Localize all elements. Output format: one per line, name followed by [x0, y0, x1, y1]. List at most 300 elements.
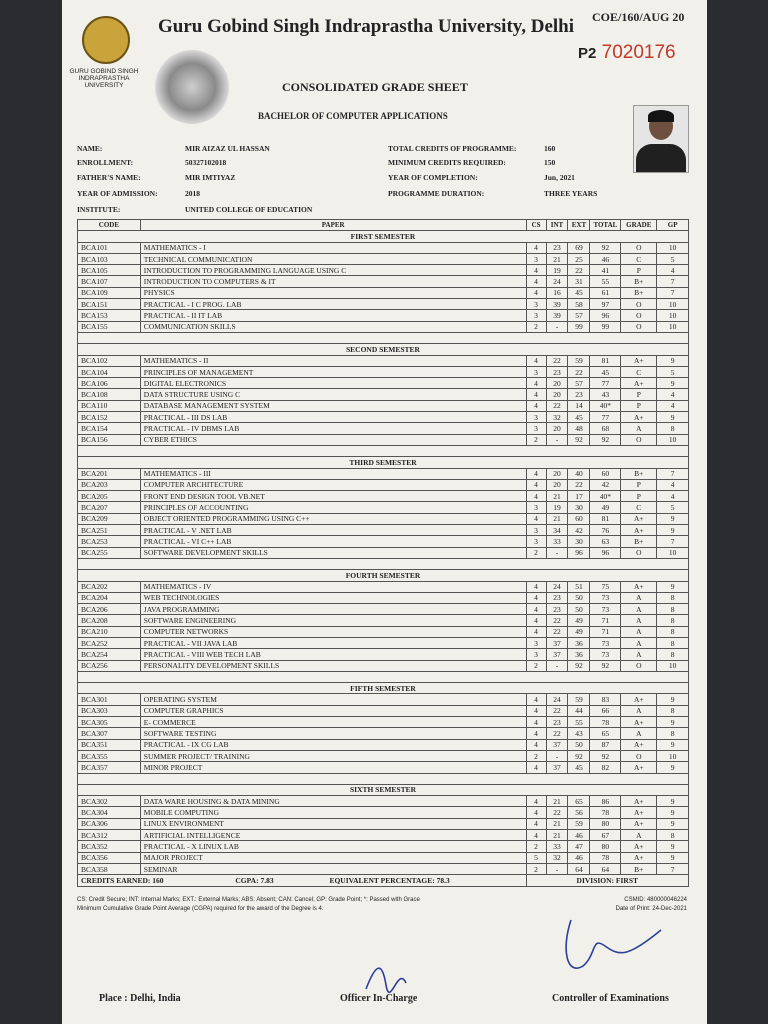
cell-total: 68	[590, 423, 621, 434]
cell-cs: 5	[526, 852, 546, 863]
cell-int: 23	[546, 366, 568, 377]
cell-ext: 50	[568, 739, 590, 750]
cell-ext: 40	[568, 468, 590, 479]
cell-int: 19	[546, 502, 568, 513]
cell-grade: A+	[621, 852, 657, 863]
table-row	[78, 536, 689, 547]
semester-header	[78, 570, 689, 581]
table-row	[78, 423, 689, 434]
cell-total: 96	[590, 310, 621, 321]
cell-int: 22	[546, 400, 568, 411]
table-row	[78, 276, 689, 287]
cell-code: BCA208	[78, 615, 141, 626]
cell-int: 20	[546, 479, 568, 490]
cell-ext: 49	[568, 615, 590, 626]
cell-cs: 2	[526, 863, 546, 874]
cell-gp: 4	[657, 491, 689, 502]
cell-int: 32	[546, 412, 568, 423]
cell-total: 71	[590, 626, 621, 637]
cell-ext: 14	[568, 400, 590, 411]
cell-ext: 51	[568, 581, 590, 592]
col-ext: EXT	[568, 220, 590, 231]
university-logo	[82, 16, 130, 64]
cell-ext: 43	[568, 728, 590, 739]
cell-total: 73	[590, 637, 621, 648]
cell-gp: 9	[657, 796, 689, 807]
cell-code: BCA104	[78, 366, 141, 377]
institute-name: UNITED COLLEGE OF EDUCATION	[185, 205, 313, 214]
cell-grade: O	[621, 299, 657, 310]
cell-int: 32	[546, 852, 568, 863]
cell-total: 92	[590, 434, 621, 445]
cell-code: BCA352	[78, 841, 141, 852]
cell-ext: 36	[568, 637, 590, 648]
cell-int: 20	[546, 423, 568, 434]
cell-code: BCA305	[78, 717, 141, 728]
cell-grade: B+	[621, 468, 657, 479]
officer-signature	[362, 955, 412, 997]
cell-grade: C	[621, 502, 657, 513]
cell-code: BCA351	[78, 739, 141, 750]
table-row	[78, 253, 689, 264]
cell-grade: C	[621, 366, 657, 377]
cell-total: 73	[590, 592, 621, 603]
cell-int: 22	[546, 355, 568, 366]
table-row	[78, 615, 689, 626]
cell-grade: A	[621, 615, 657, 626]
table-row	[78, 265, 689, 276]
cell-gp: 9	[657, 717, 689, 728]
cell-paper: WEB TECHNOLOGIES	[140, 592, 526, 603]
cell-total: 61	[590, 287, 621, 298]
cell-grade: A+	[621, 717, 657, 728]
cell-paper: MATHEMATICS - II	[140, 355, 526, 366]
cell-ext: 92	[568, 660, 590, 671]
grade-sheet	[62, 0, 707, 1024]
total-credits: 160	[544, 144, 556, 153]
cell-int: 23	[546, 717, 568, 728]
cell-paper: LINUX ENVIRONMENT	[140, 818, 526, 829]
cell-int: 34	[546, 525, 568, 536]
table-row	[78, 525, 689, 536]
cell-paper: MOBILE COMPUTING	[140, 807, 526, 818]
summary-main-cell	[78, 875, 527, 886]
cell-code: BCA357	[78, 762, 141, 773]
semester-gap	[78, 445, 689, 456]
table-row	[78, 863, 689, 874]
semester-gap	[78, 773, 689, 784]
table-row	[78, 660, 689, 671]
cell-code: BCA207	[78, 502, 141, 513]
cell-gp: 10	[657, 547, 689, 558]
semester-header	[78, 231, 689, 242]
semester-gap	[78, 671, 689, 682]
cell-code: BCA254	[78, 649, 141, 660]
cell-total: 41	[590, 265, 621, 276]
cell-total: 81	[590, 513, 621, 524]
cell-gp: 10	[657, 660, 689, 671]
coe-reference: COE/160/AUG 20	[592, 10, 685, 24]
cell-code: BCA312	[78, 830, 141, 841]
cell-code: BCA107	[78, 276, 141, 287]
cell-code: BCA206	[78, 604, 141, 615]
table-row	[78, 796, 689, 807]
cell-gp: 9	[657, 513, 689, 524]
cell-cs: 4	[526, 796, 546, 807]
cell-cs: 3	[526, 253, 546, 264]
cell-ext: 25	[568, 253, 590, 264]
min-credits-label: MINIMUM CREDITS REQUIRED:	[388, 158, 506, 167]
cell-grade: O	[621, 660, 657, 671]
cell-cs: 4	[526, 287, 546, 298]
table-row	[78, 321, 689, 332]
cell-cs: 2	[526, 660, 546, 671]
equivalent-percentage: EQUIVALENT PERCENTAGE: 78.3	[329, 875, 450, 885]
cell-ext: 59	[568, 818, 590, 829]
table-row	[78, 491, 689, 502]
table-row	[78, 547, 689, 558]
cell-cs: 2	[526, 841, 546, 852]
cell-total: 60	[590, 468, 621, 479]
cell-gp: 10	[657, 242, 689, 253]
cell-cs: 3	[526, 502, 546, 513]
cell-code: BCA251	[78, 525, 141, 536]
cell-code: BCA155	[78, 321, 141, 332]
cell-total: 73	[590, 604, 621, 615]
cell-ext: 36	[568, 649, 590, 660]
col-cs: CS	[526, 220, 546, 231]
cell-grade: P	[621, 389, 657, 400]
cell-cs: 3	[526, 412, 546, 423]
cell-code: BCA101	[78, 242, 141, 253]
cell-cs: 4	[526, 604, 546, 615]
cell-paper: OBJECT ORIENTED PROGRAMMING USING C++	[140, 513, 526, 524]
cell-cs: 4	[526, 389, 546, 400]
table-row	[78, 604, 689, 615]
cell-total: 66	[590, 705, 621, 716]
cell-int: -	[546, 863, 568, 874]
cell-total: 92	[590, 242, 621, 253]
semester-title: SIXTH SEMESTER	[78, 784, 689, 795]
cell-ext: 49	[568, 626, 590, 637]
cell-ext: 99	[568, 321, 590, 332]
table-header-row	[78, 220, 689, 231]
cell-int: 37	[546, 739, 568, 750]
cell-total: 80	[590, 818, 621, 829]
cell-ext: 57	[568, 378, 590, 389]
table-row	[78, 649, 689, 660]
cell-gp: 9	[657, 525, 689, 536]
table-row	[78, 287, 689, 298]
cell-total: 49	[590, 502, 621, 513]
cell-paper: PRACTICAL - VI C++ LAB	[140, 536, 526, 547]
cell-cs: 4	[526, 615, 546, 626]
semester-title: FIFTH SEMESTER	[78, 683, 689, 694]
cell-code: BCA303	[78, 705, 141, 716]
semester-title: FOURTH SEMESTER	[78, 570, 689, 581]
cell-int: 22	[546, 705, 568, 716]
cell-total: 65	[590, 728, 621, 739]
cell-grade: A	[621, 649, 657, 660]
cell-gp: 10	[657, 434, 689, 445]
cell-gp: 9	[657, 841, 689, 852]
cell-cs: 4	[526, 513, 546, 524]
place: Place : Delhi, India	[99, 993, 181, 1004]
cell-code: BCA209	[78, 513, 141, 524]
cell-gp: 8	[657, 728, 689, 739]
cell-cs: 4	[526, 468, 546, 479]
cell-gp: 4	[657, 389, 689, 400]
table-row	[78, 830, 689, 841]
col-grade: GRADE	[621, 220, 657, 231]
cell-paper: PHYSICS	[140, 287, 526, 298]
cell-int: 19	[546, 265, 568, 276]
cell-paper: SOFTWARE TESTING	[140, 728, 526, 739]
legend-line-2: Minimum Cumulative Grade Point Average (CGPA) required for the award of the Degree is 4.	[77, 906, 324, 912]
cell-code: BCA109	[78, 287, 141, 298]
cell-code: BCA106	[78, 378, 141, 389]
cell-ext: 22	[568, 265, 590, 276]
cell-paper: DATABASE MANAGEMENT SYSTEM	[140, 400, 526, 411]
cell-grade: P	[621, 491, 657, 502]
hologram-seal	[155, 50, 229, 124]
cgpa: CGPA: 7.83	[235, 875, 274, 885]
cell-ext: 46	[568, 830, 590, 841]
cell-code: BCA202	[78, 581, 141, 592]
cell-paper: COMPUTER NETWORKS	[140, 626, 526, 637]
cell-gp: 5	[657, 366, 689, 377]
cell-cs: 3	[526, 310, 546, 321]
cell-paper: PERSONALITY DEVELOPMENT SKILLS	[140, 660, 526, 671]
cell-code: BCA152	[78, 412, 141, 423]
cell-paper: PRACTICAL - VIII WEB TECH LAB	[140, 649, 526, 660]
serial-number: 7020176	[601, 42, 676, 63]
controller-of-examinations: Controller of Examinations	[552, 993, 669, 1004]
cell-gp: 10	[657, 310, 689, 321]
cell-total: 78	[590, 852, 621, 863]
cell-ext: 64	[568, 863, 590, 874]
university-name: Guru Gobind Singh Indraprastha University, Delhi	[158, 16, 574, 37]
cell-cs: 4	[526, 592, 546, 603]
table-row	[78, 592, 689, 603]
student-photo	[633, 105, 689, 173]
cell-ext: 47	[568, 841, 590, 852]
cell-cs: 4	[526, 717, 546, 728]
cell-paper: PRACTICAL - X LINUX LAB	[140, 841, 526, 852]
cell-code: BCA255	[78, 547, 141, 558]
cell-gp: 8	[657, 592, 689, 603]
cell-ext: 96	[568, 547, 590, 558]
cell-int: 22	[546, 728, 568, 739]
cell-cs: 3	[526, 366, 546, 377]
table-row	[78, 717, 689, 728]
cell-grade: A	[621, 705, 657, 716]
cell-paper: COMMUNICATION SKILLS	[140, 321, 526, 332]
cell-cs: 4	[526, 762, 546, 773]
cell-cs: 2	[526, 750, 546, 761]
cell-int: 22	[546, 626, 568, 637]
cell-cs: 4	[526, 739, 546, 750]
cell-grade: B+	[621, 276, 657, 287]
cell-total: 80	[590, 841, 621, 852]
cell-grade: P	[621, 265, 657, 276]
cell-grade: A+	[621, 841, 657, 852]
cell-gp: 9	[657, 852, 689, 863]
cell-paper: TECHNICAL COMMUNICATION	[140, 253, 526, 264]
serial-number-block	[578, 42, 676, 64]
cell-code: BCA103	[78, 253, 141, 264]
cell-code: BCA110	[78, 400, 141, 411]
cell-total: 40*	[590, 400, 621, 411]
semester-title: THIRD SEMESTER	[78, 457, 689, 468]
cell-paper: SEMINAR	[140, 863, 526, 874]
cell-total: 87	[590, 739, 621, 750]
logo-caption: GURU GOBIND SINGH INDRAPRASTHA UNIVERSITY	[69, 68, 139, 89]
controller-signature	[557, 910, 667, 980]
cell-grade: A+	[621, 694, 657, 705]
cell-gp: 8	[657, 649, 689, 660]
cell-grade: A+	[621, 355, 657, 366]
cell-cs: 3	[526, 423, 546, 434]
cell-gp: 9	[657, 807, 689, 818]
semester-gap	[78, 558, 689, 569]
cell-int: 24	[546, 694, 568, 705]
cell-paper: DATA WARE HOUSING & DATA MINING	[140, 796, 526, 807]
cell-paper: PRINCIPLES OF MANAGEMENT	[140, 366, 526, 377]
cell-paper: PRACTICAL - IX CG LAB	[140, 739, 526, 750]
cell-ext: 56	[568, 807, 590, 818]
cell-int: 22	[546, 807, 568, 818]
cell-ext: 22	[568, 366, 590, 377]
cell-int: 22	[546, 615, 568, 626]
cell-cs: 3	[526, 649, 546, 660]
cell-gp: 8	[657, 705, 689, 716]
cell-grade: A+	[621, 513, 657, 524]
cell-gp: 9	[657, 412, 689, 423]
cell-gp: 8	[657, 626, 689, 637]
table-row	[78, 581, 689, 592]
cell-ext: 31	[568, 276, 590, 287]
cell-paper: PRACTICAL - V .NET LAB	[140, 525, 526, 536]
cell-grade: A+	[621, 378, 657, 389]
cell-code: BCA151	[78, 299, 141, 310]
cell-ext: 69	[568, 242, 590, 253]
cell-gp: 10	[657, 299, 689, 310]
cell-gp: 4	[657, 400, 689, 411]
cell-paper: PRINCIPLES OF ACCOUNTING	[140, 502, 526, 513]
cell-cs: 4	[526, 265, 546, 276]
cell-paper: PRACTICAL - I C PROG. LAB	[140, 299, 526, 310]
table-row	[78, 389, 689, 400]
cell-grade: A	[621, 626, 657, 637]
cell-int: 37	[546, 649, 568, 660]
cell-int: 23	[546, 242, 568, 253]
cell-gp: 9	[657, 581, 689, 592]
cell-ext: 22	[568, 479, 590, 490]
cell-code: BCA201	[78, 468, 141, 479]
cell-cs: 4	[526, 728, 546, 739]
table-row	[78, 502, 689, 513]
enrollment-number: 50327102018	[185, 158, 227, 167]
table-row	[78, 750, 689, 761]
cell-int: 37	[546, 762, 568, 773]
cell-gp: 8	[657, 615, 689, 626]
cell-gp: 10	[657, 321, 689, 332]
table-row	[78, 818, 689, 829]
cell-int: 24	[546, 581, 568, 592]
legend-line-1: CS: Credit Secure; INT: Internal Marks; EXT.: External Marks; ABS: Absent; CAN: Cancel; GP: Grade Point; *: Passed with Grace	[77, 897, 420, 903]
cell-grade: A	[621, 604, 657, 615]
cell-gp: 7	[657, 863, 689, 874]
semester-title: SECOND SEMESTER	[78, 344, 689, 355]
cell-gp: 8	[657, 604, 689, 615]
cell-total: 40*	[590, 491, 621, 502]
min-credits: 150	[544, 158, 556, 167]
cell-grade: C	[621, 253, 657, 264]
cell-ext: 60	[568, 513, 590, 524]
cell-ext: 45	[568, 762, 590, 773]
cell-paper: MINOR PROJECT	[140, 762, 526, 773]
photo-body	[636, 144, 686, 172]
admission-year: 2018	[185, 189, 200, 198]
cell-paper: MATHEMATICS - IV	[140, 581, 526, 592]
cell-paper: CYBER ETHICS	[140, 434, 526, 445]
cell-total: 96	[590, 547, 621, 558]
cell-grade: A+	[621, 796, 657, 807]
cell-gp: 7	[657, 287, 689, 298]
duration-label: PROGRAMME DURATION:	[388, 189, 485, 198]
table-row	[78, 705, 689, 716]
cell-gp: 5	[657, 502, 689, 513]
cell-paper: SOFTWARE ENGINEERING	[140, 615, 526, 626]
cell-int: 33	[546, 841, 568, 852]
cell-ext: 30	[568, 536, 590, 547]
cell-paper: COMPUTER ARCHITECTURE	[140, 479, 526, 490]
table-row	[78, 694, 689, 705]
cell-grade: O	[621, 750, 657, 761]
col-code: CODE	[78, 220, 141, 231]
table-row	[78, 468, 689, 479]
cell-grade: O	[621, 434, 657, 445]
cell-int: 24	[546, 276, 568, 287]
semester-header	[78, 683, 689, 694]
father-name: MIR IMTIYAZ	[185, 173, 236, 182]
cell-ext: 57	[568, 310, 590, 321]
cell-total: 42	[590, 479, 621, 490]
table-row	[78, 242, 689, 253]
grades-table	[77, 219, 689, 887]
cell-cs: 4	[526, 491, 546, 502]
cell-paper: MATHEMATICS - III	[140, 468, 526, 479]
cell-code: BCA256	[78, 660, 141, 671]
cell-int: 39	[546, 310, 568, 321]
table-row	[78, 841, 689, 852]
table-row	[78, 400, 689, 411]
cell-paper: PRACTICAL - IV DBMS LAB	[140, 423, 526, 434]
cell-paper: PRACTICAL - VII JAVA LAB	[140, 637, 526, 648]
table-row	[78, 728, 689, 739]
cell-paper: OPERATING SYSTEM	[140, 694, 526, 705]
cell-paper: PRACTICAL - III DS LAB	[140, 412, 526, 423]
cell-gp: 9	[657, 355, 689, 366]
cell-int: 37	[546, 637, 568, 648]
cell-cs: 2	[526, 434, 546, 445]
semester-header	[78, 344, 689, 355]
col-total: TOTAL	[590, 220, 621, 231]
col-paper: PAPER	[140, 220, 526, 231]
cell-cs: 4	[526, 626, 546, 637]
cell-paper: ARTIFICIAL INTELLIGENCE	[140, 830, 526, 841]
